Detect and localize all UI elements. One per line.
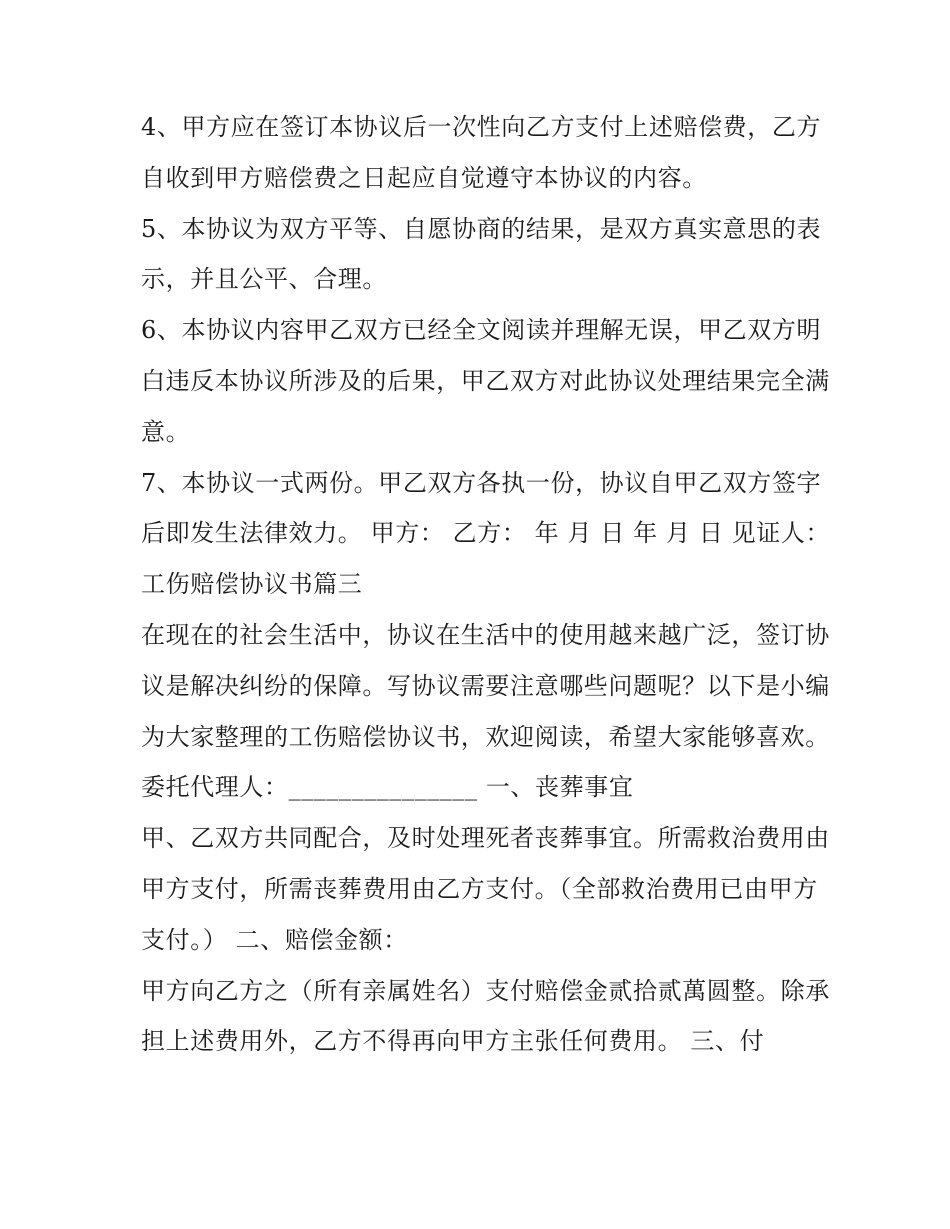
- clause-4-paragraph: 4、甲方应在签订本协议后一次性向乙方支付上述赔偿费，乙方自收到甲方赔偿费之日起应自觉遵守本协议的内容。: [141, 113, 822, 192]
- clause-5-paragraph: 5、本协议为双方平等、自愿协商的结果，是双方真实意思的表示，并且公平、合理。: [141, 214, 822, 294]
- funeral-paragraph: 甲、乙双方共同配合，及时处理死者丧葬事宜。所需救治费用由甲方支付，所需丧葬费用由乙方支付。（全部救治费用已由甲方支付。） 二、赔偿金额：: [141, 824, 830, 954]
- clause-7-paragraph: 7、本协议一式两份。甲乙双方各执一份，协议自甲乙双方签字后即发生法律效力。 甲方： 乙方： 年 月 日 年 月 日 见证人： 工伤赔偿协议书篇三: [141, 468, 831, 599]
- document-body: [141, 102, 831, 1067]
- agent-line: 委托代理人：_______________ 一、丧葬事宜: [141, 773, 634, 802]
- intro-paragraph: 在现在的社会生活中，协议在生活中的使用越来越广泛，签订协议是解决纠纷的保障。写协议需要注意哪些问题呢？以下是小编为大家整理的工伤赔偿协议书，欢迎阅读，希望大家能够喜欢。: [141, 620, 830, 751]
- compensation-paragraph: 甲方向乙方之（所有亲属姓名）支付赔偿金贰拾贰萬圆整。除承担上述费用外，乙方不得再向甲方主张任何费用。 三、付: [141, 976, 830, 1056]
- clause-6-paragraph: 6、本协议内容甲乙双方已经全文阅读并理解无误，甲乙双方明白违反本协议所涉及的后果，甲乙双方对此协议处理结果完全满意。: [141, 316, 830, 446]
